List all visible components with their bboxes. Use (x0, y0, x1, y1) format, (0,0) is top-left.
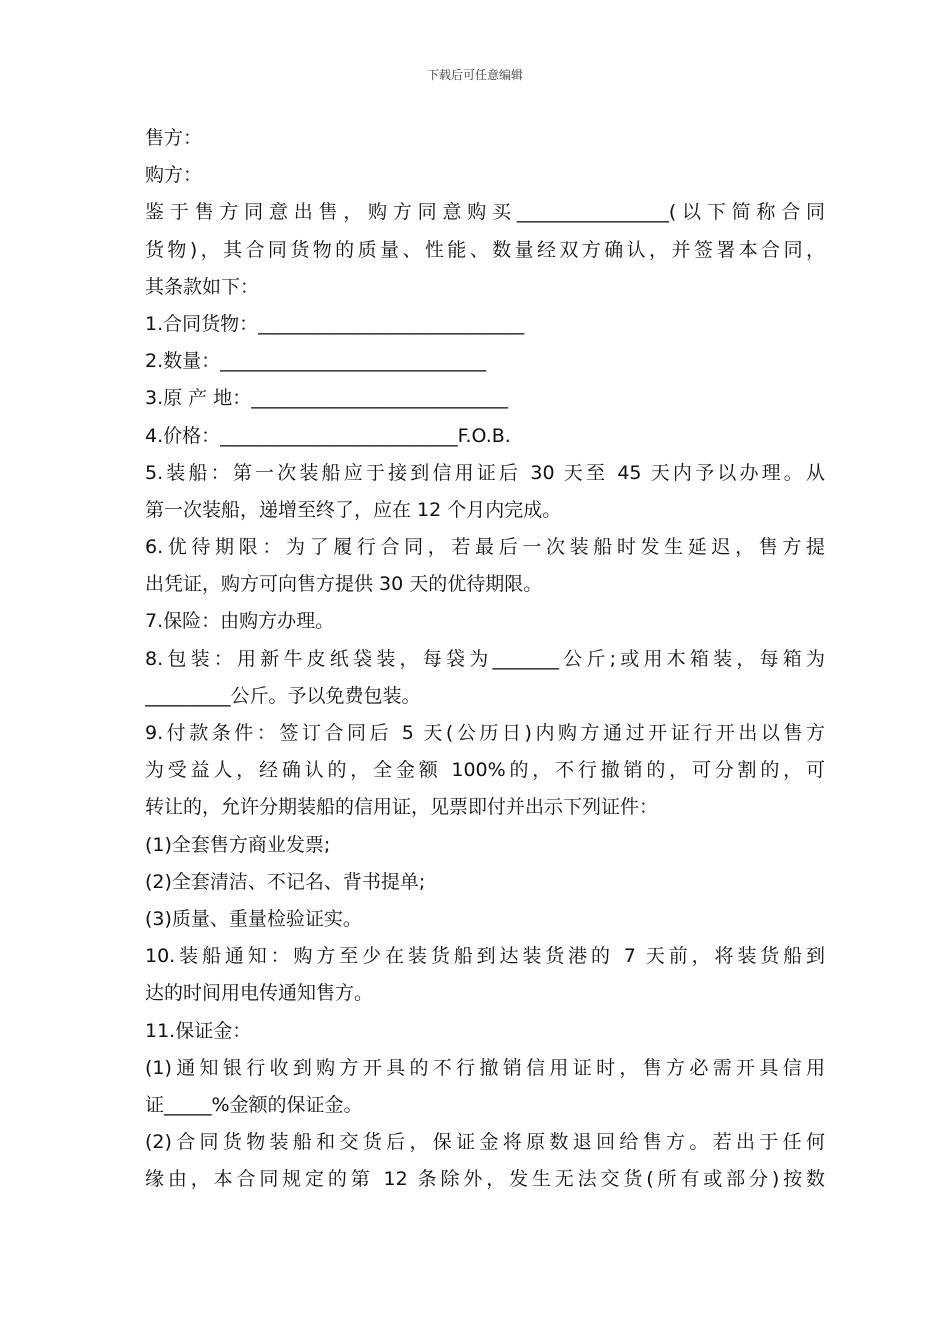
deposit-item: 证_____%金额的保证金。 (145, 1093, 363, 1116)
payment-document-item: (1)全套售方商业发票; (145, 833, 331, 856)
preamble-line: 其条款如下： (145, 275, 260, 298)
clause-payment: 转让的，允许分期装船的信用证，见票即付并出示下列证件： (145, 796, 659, 819)
seller-line: 售方： (145, 127, 203, 149)
buyer-line: 购方： (145, 164, 203, 187)
clause-deposit: 11.保证金： (145, 1019, 252, 1042)
clause-price: 4.价格：_________________________F.O.B. (145, 424, 511, 447)
payment-document-item: (3)质量、重量检验证实。 (145, 907, 362, 930)
preamble-line: 货物)，其合同货物的质量、性能、数量经双方确认，并签署本合同， (145, 238, 825, 261)
deposit-item: (2)合同货物装船和交货后，保证金将原数退回给售方。若出于任何 (145, 1131, 825, 1154)
deposit-item: 缘由，本合同规定的第 12 条除外，发生无法交货(所有或部分)按数 (145, 1168, 825, 1191)
clause-packing: 8.包装：用新牛皮纸袋装，每袋为_______公斤;或用木箱装，每箱为 (145, 647, 825, 670)
clause-packing: _________公斤。予以免费包装。 (145, 684, 421, 707)
deposit-item: (1)通知银行收到购方开具的不行撤销信用证时，售方必需开具信用 (145, 1056, 825, 1079)
clause-shipping-notice: 10.装船通知：购方至少在装货船到达装货港的 7 天前，将装货船到 (145, 945, 825, 968)
clause-shipment: 5.装船：第一次装船应于接到信用证后 30 天至 45 天内予以办理。从 (145, 461, 825, 484)
contract-body (145, 120, 825, 1198)
clause-origin: 3.原 产 地：___________________________ (145, 387, 508, 410)
payment-document-item: (2)全套清洁、不记名、背书提单; (145, 870, 426, 893)
clause-quantity: 2.数量：____________________________ (145, 350, 487, 373)
clause-grace-period: 出凭证，购方可向售方提供 30 天的优待期限。 (145, 573, 543, 596)
clause-shipping-notice: 达的时间用电传通知售方。 (145, 982, 374, 1005)
clause-shipment: 第一次装船，递增至终了，应在 12 个月内完成。 (145, 498, 562, 521)
page-header: 下载后可任意编辑 (426, 68, 523, 82)
clause-payment: 9.付款条件：签订合同后 5 天(公历日)内购方通过开证行开出以售方 (145, 722, 825, 744)
clause-insurance: 7.保险：由购方办理。 (145, 610, 335, 633)
preamble-line: 鉴于售方同意出售，购方同意购买________________(以下简称合同 (145, 201, 825, 224)
clause-payment: 为受益人，经确认的，全金额 100%的，不行撤销的，可分割的，可 (145, 759, 825, 782)
clause-goods: 1.合同货物：____________________________ (145, 312, 525, 335)
clause-grace-period: 6.优待期限：为了履行合同，若最后一次装船时发生延迟，售方提 (145, 536, 825, 559)
